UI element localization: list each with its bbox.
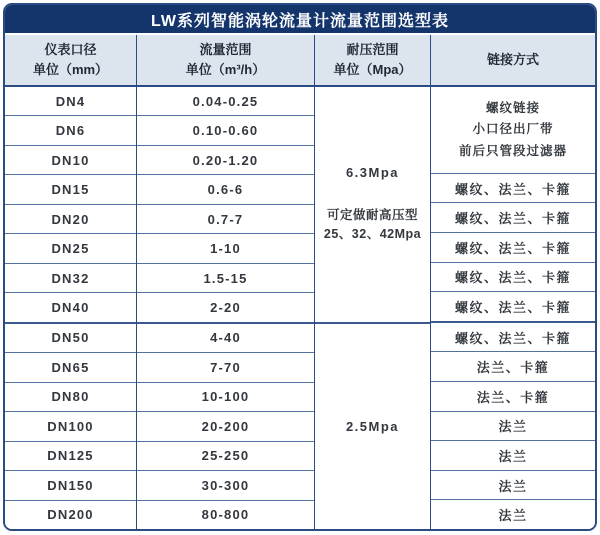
dn-value: DN6 <box>5 116 136 145</box>
flow-range-value: 2-20 <box>137 293 314 323</box>
flow-range-value: 0.20-1.20 <box>137 146 314 175</box>
flow-range-value: 30-300 <box>137 471 314 500</box>
pressure-low-cell <box>315 324 430 529</box>
connection-type-value: 螺纹、法兰、卡箍 <box>431 203 595 233</box>
dn-value: DN100 <box>5 412 136 441</box>
table-title: LW系列智能涡轮流量计流量范围选型表 <box>5 5 595 35</box>
flow-range-value: 4-40 <box>137 324 314 353</box>
dn-value: DN10 <box>5 146 136 175</box>
connection-type-value: 法兰 <box>431 412 595 442</box>
pressure-high-note <box>324 206 421 244</box>
dn-value: DN25 <box>5 234 136 263</box>
connection-small-bore-line2: 小口径出厂带 <box>472 122 554 137</box>
flow-range-value: 7-70 <box>137 353 314 382</box>
flow-range-value: 80-800 <box>137 501 314 529</box>
pressure-note-line1: 可定做耐高压型 <box>326 208 418 223</box>
connection-type-value: 法兰、卡箍 <box>431 382 595 412</box>
dn-value: DN40 <box>5 293 136 323</box>
connection-type-value: 法兰 <box>431 441 595 471</box>
connection-type-value: 法兰 <box>431 500 595 529</box>
dn-value: DN32 <box>5 264 136 293</box>
dn-value: DN4 <box>5 87 136 116</box>
header-flow-label: 流量范围 <box>199 41 252 57</box>
flow-range-value: 10-100 <box>137 383 314 412</box>
dn-value: DN80 <box>5 383 136 412</box>
dn-value: DN125 <box>5 442 136 471</box>
pressure-note-line2: 25、32、42Mpa <box>323 226 422 241</box>
connection-type-value: 法兰、卡箍 <box>431 352 595 382</box>
flow-range-value: 0.10-0.60 <box>137 116 314 145</box>
header-pressure-label: 耐压范围 <box>346 41 399 57</box>
header-pressure-unit: 单位（Mpa） <box>333 62 412 77</box>
dn-value: DN200 <box>5 501 136 529</box>
pressure-high-value: 6.3Mpa <box>345 165 400 181</box>
connection-small-bore-cell <box>431 87 595 174</box>
connection-type-value: 螺纹、法兰、卡箍 <box>431 233 595 263</box>
flow-range-value: 25-250 <box>137 442 314 471</box>
flow-range-value: 0.7-7 <box>137 205 314 234</box>
flow-range-value: 20-200 <box>137 412 314 441</box>
flow-range-value: 1.5-15 <box>137 264 314 293</box>
column-diameter <box>5 35 137 529</box>
connection-small-bore-line1: 螺纹链接 <box>485 101 540 116</box>
dn-value: DN15 <box>5 175 136 204</box>
header-flow-range <box>137 35 314 87</box>
header-diameter <box>5 35 136 87</box>
connection-small-bore-line3: 前后只管段过滤器 <box>458 143 567 158</box>
header-pressure <box>315 35 430 87</box>
dn-value: DN65 <box>5 353 136 382</box>
flow-range-value: 1-10 <box>137 234 314 263</box>
connection-type-value: 法兰 <box>431 471 595 501</box>
header-diameter-unit: 单位（mm） <box>32 62 109 77</box>
header-connection-label: 链接方式 <box>486 51 539 67</box>
column-flow-range <box>137 35 315 529</box>
connection-type-value: 螺纹、法兰、卡箍 <box>431 323 595 353</box>
flow-range-value: 0.6-6 <box>137 175 314 204</box>
connection-type-value: 螺纹、法兰、卡箍 <box>431 174 595 204</box>
connection-type-value: 螺纹、法兰、卡箍 <box>431 263 595 293</box>
table-body <box>5 35 595 529</box>
header-diameter-label: 仪表口径 <box>44 41 97 57</box>
selection-table-card <box>3 3 597 531</box>
dn-value: DN20 <box>5 205 136 234</box>
dn-value: DN50 <box>5 324 136 353</box>
header-flow-unit: 单位（m³/h） <box>185 62 266 77</box>
dn-value: DN150 <box>5 471 136 500</box>
connection-type-value: 螺纹、法兰、卡箍 <box>431 292 595 323</box>
header-connection <box>431 35 595 87</box>
flow-range-value: 0.04-0.25 <box>137 87 314 116</box>
column-pressure <box>315 35 431 529</box>
pressure-high-cell <box>315 87 430 324</box>
pressure-low-value: 2.5Mpa <box>345 418 400 434</box>
column-connection <box>431 35 595 529</box>
